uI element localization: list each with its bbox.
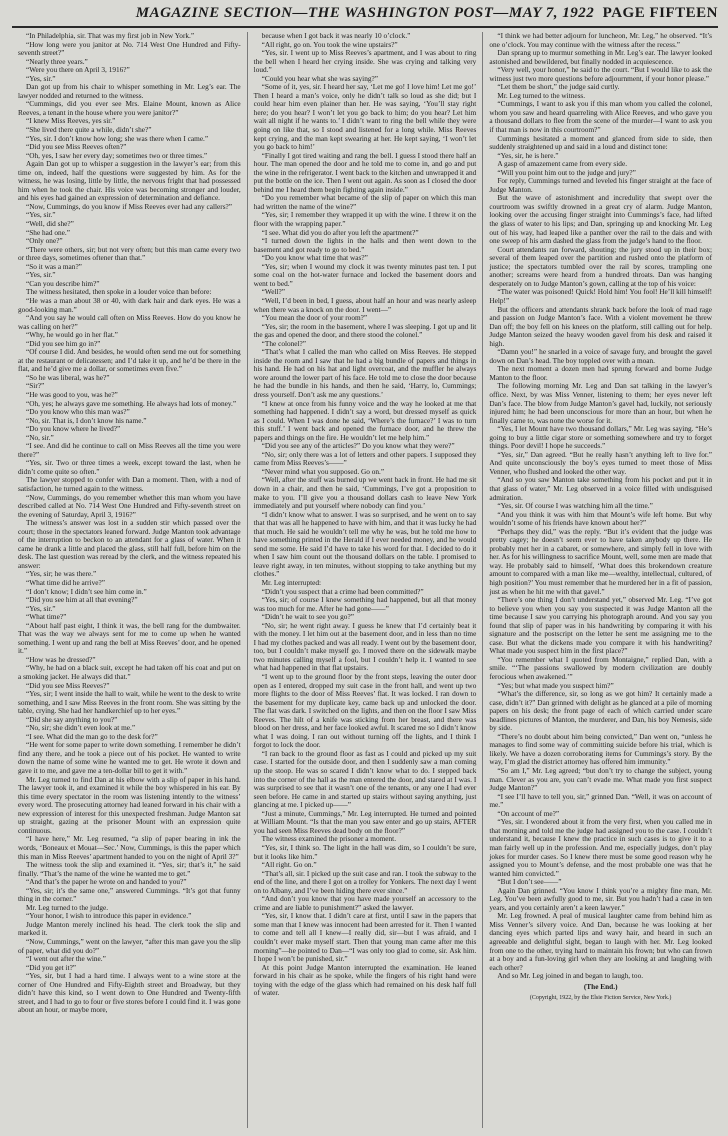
- paragraph: The witness hesitated, then spoke in a louder voice than before:: [26, 287, 212, 297]
- paragraph: “I see I’ll have to tell you, sir,” grinned Dan. “Well, it was on account of me.”: [489, 791, 713, 810]
- paragraph: “What time did he arrive?”: [26, 578, 106, 587]
- paragraph: “Now, Cummings, do you know if Miss Reeves ever had any callers?”: [26, 201, 233, 211]
- paragraph: “Only one?”: [26, 236, 63, 246]
- paragraph: “I knew at once from his funny voice and the way he looked at me that something had happened. I didn’t say a word, but dressed myself as quick as I could. When I was done he said, ‘Where’s the furnace?’ I was to turn this stuff.’ I went back and opened the furnace door, and he threw the papers and things on the fire. He wouldn’t let me help him.”: [253, 398, 477, 442]
- paragraph: “Could you hear what she was saying?”: [261, 73, 378, 83]
- paragraph: “Why, he had on a black suit, except he had taken off his coat and put on a smoking jacket. He always did that.”: [18, 663, 241, 682]
- paragraph: “He was good to you, was he?”: [26, 389, 118, 399]
- paragraph: Mr. Leg turned to find Dan at his elbow with a slip of paper in his hand. The lawyer took it, and examined it while the boy whispered in his ear. By this time every spectator in the room was listening intently to the witness’ every word. The prosecuting attorney had leaned forward in his chair with a new expression of interest for this unexpected freshman. Judge Manton sat up straight, gazing at the prisoner Mount with an expression quite continuous.: [18, 774, 241, 835]
- paragraph: Mr. Leg frowned. A peal of musical laughter came from behind him as Miss Venner’s silvery voice. And Dan, because he was looking at her dancing eyes which parted lips and wavy hair, and heard in such an agreeable and delightful sight, began to laugh with her. Mr. Leg looked from one to the other, trying hard to maintain his frown; but who can frown at a boy and a fun-loving girl when they are looking at and laughing with each other?: [489, 911, 713, 972]
- paragraph: “Nearly three years.”: [26, 56, 88, 66]
- paragraph: “She had one.”: [26, 227, 70, 237]
- paragraph: “Yes, I let Mount have two thousand dollars,” Mr. Leg was saying. “He’s going to buy a little cigar store or something somewhere and try to forget things. Poor devil! I hope he succeeds.”: [489, 424, 713, 451]
- paragraph: “Your honor, I wish to introduce this paper in evidence.”: [26, 911, 192, 921]
- paragraph: “I went up to the ground floor by the front steps, leaving the outer door open as I entered, dropped my suit case in the front hall, and went up two more flights to the door of Miss Reeves’ flat. It was locked. I ran down to the basement for my duplicate key, came back up and unlocked the door. The flat was dark. I switched on the lights, and then on the floor I saw Miss Reeves. The hilt of a knife was sticking from her breast, and there was blood on her dress, and her face looked awful. It scared me so I didn’t know what I was doing. I ran out without turning off the lights, and I think I forgot to lock the door.: [253, 672, 477, 750]
- paragraph: “Yes, sir. Two or three times a week, except toward the last, when he didn’t come quite so often.”: [18, 458, 241, 476]
- paragraph: “Yes, sir.”: [26, 210, 56, 220]
- paragraph: “Didn’t he wait to see you go?”: [261, 612, 354, 622]
- paragraph: “I think we had better adjourn for luncheon, Mr. Leg,” he observed. “It’s one o’clock. You may continue with the witness after the recess.”: [489, 32, 713, 49]
- paragraph: “He was a man about 38 or 40, with dark hair and dark eyes. He was a good-looking man.”: [18, 295, 241, 314]
- paragraph: Dan got up from his chair to whisper something in Mr. Leg’s ear. The lawyer nodded and returned to the witness.: [18, 82, 241, 100]
- paragraph: “How was he dressed?”: [26, 654, 96, 664]
- paragraph: And so Mr. Leg joined in and began to laugh, too.: [497, 971, 644, 981]
- paragraph: “There were others, sir; but not very often; but this man came every two or three days, sometimes oftener than that.”: [18, 244, 241, 263]
- paragraph: “Well, did she?”: [26, 219, 74, 229]
- paragraph: “Yes, sir, I know that. I didn’t care at first, until I saw in the papers that some man that I knew was innocent had been arrested for it. Then I wanted to come and tell all I knew—I really did, sir—but I was afraid, and I couldn’t ever make myself start. Then that young man came after me this morning”—he pointed to Dan—“I was only too glad to come, sir. Ask him. I hope I won’t be punished, sir.”: [253, 911, 477, 964]
- paragraph: “I see. And did he continue to call on Miss Reeves all the time you were there?”: [18, 441, 241, 459]
- paragraph: “She lived there quite a while, didn’t she?”: [26, 125, 152, 135]
- paragraph: “Damn you!” he snarled in a voice of savage fury, and brought the gavel down on Dan’s head. The boy toppled over with a moan.: [489, 347, 713, 365]
- paragraph: “All right. Go on.”: [261, 860, 317, 870]
- paragraph: “And don’t you know that you have made yourself an accessory to the crime and are liable to punishment?” asked the lawyer.: [253, 894, 477, 912]
- paragraph: The lawyer stopped to confer with Dan a moment. Then, with a nod of satisfaction, he turned again to the witness.: [18, 475, 241, 493]
- paragraph: “Some of it, yes, sir. I heard her say, ‘Let me go! I love him! Let me go!’ Then I heard a man’s voice, only he didn’t talk so loud as she did; but I could hear him even plainer than her. He was saying, ‘You’ll stay right here; do you hear? I won’t let you go back to him; do you hear? Let him wait all night if he wants to.’ I didn’t want to ring the bell while they were going on like that, so I stood and listened for a long while. Miss Reeves kept crying, and the man kept swearing at her. He kept saying, ‘I won’t let you go back to him!’: [253, 82, 477, 152]
- paragraph: “I have here,” Mr. Leg resumed, “a slip of paper bearing in ink the words, ‘Boneaux et Mouat—Sec.’ Now, Cummings, is this the paper which this man in Miss Reeves’ apartment handed to you on the night of April 3?”: [18, 834, 241, 861]
- end-marker: (The End.): [583, 981, 618, 991]
- paragraph: “I turned down the lights in the halls and then went down to the basement and got ready to go to bed.”: [253, 236, 477, 254]
- paragraph: “What’s the difference, sir, so long as we got him? It certainly made a case, didn’t it?” Dan grinned with delight as he glanced at a pile of morning papers on his desk; the front page of each of which carried under scare headlines pictures of Manton, the murderer, and Dan, his boy Nemesis, side by side.: [489, 689, 713, 733]
- paragraph: But the officers and attendants shrank back before the look of mad rage and passion on Judge Manton’s face. With a violent movement he threw Dan off; the boy fell on his knees on the platform, still calling out for help. Judge Manton seized the heavy wooden gavel from his desk and raised it high.: [489, 304, 713, 348]
- article-columns: [12, 32, 718, 1128]
- paragraph: “Let them be short,” the judge said curtly.: [497, 82, 620, 92]
- paragraph: “Why, he would go in her flat.”: [26, 330, 118, 340]
- paragraph: “On account of me?”: [497, 808, 560, 818]
- paragraph: Mr. Leg turned to the judge.: [26, 902, 109, 912]
- paragraph: “No, sir; he went right away. I guess he knew that I’d certainly beat it with the money. I let him out at the basement door, and in less than no time I had my clothes packed and was all ready. I went out by the basement door, too, but I couldn’t make myself go. I moved there on the sidewalk maybe two minutes calling myself a fool, but I couldn’t help it. I wanted to see what had happened in that flat upstairs.: [253, 620, 477, 673]
- paragraph: Cummings hesitated a moment and glanced from side to side, then suddenly straightened up and said in a loud and distinct tone:: [489, 133, 713, 152]
- paragraph: The witness examined the prisoner a moment.: [261, 834, 397, 844]
- paragraph: “I didn’t know what to answer. I was so surprised, and he went on to say that that was all he happened to have with him, and that it was lucky he had that much. He said he wouldn’t tell me why he was, but he told me how to have something printed in the Herald if I ever needed money, and he would send me some. He said I’d have to take his word for that. I decided to do it when I saw him count out the thousand dollars on the table. I promised to leave right away, in ten minutes, without stopping to take anything but my clothes.”: [253, 509, 477, 579]
- paragraph: “Do you know who this man was?”: [26, 407, 130, 417]
- paragraph: “And you say he would call often on Miss Reeves. How do you know he was calling on her?”: [18, 313, 241, 331]
- paragraph: “Yes, sir; the room in the basement, where I was sleeping. I got up and lit the gas and opened the door, and there stood the colonel.”: [253, 321, 477, 340]
- paragraph: “Didn’t you suspect that a crime had been committed?”: [261, 586, 424, 596]
- paragraph: “About half past eight, I think it was, the bell rang for the dumbwaiter. That was the way we always sent for me to come up when he wanted something. I went up and rang the bell at Miss Reeves’ door, and he opened it.”: [18, 620, 241, 656]
- paragraph: “Yes, sir, I think so. The light in the hall was dim, so I couldn’t be sure, but it looks like him.”: [253, 842, 477, 861]
- paragraph: Again Dan got up to whisper a suggestion in the lawyer’s ear; from this time on, indeed, half the questions were suggested by him. As for the witness, he was losing, little by little, the nervous fright that had possessed him when he took the chair. His voice was becoming stronger and louder, and his eyes had gained an expression of determination and defiance.: [18, 159, 241, 203]
- paragraph: “Yes, sir; it’s the same one,” answered Cummings. “It’s got that funny thing in the corner.”: [18, 885, 241, 904]
- paragraph: “The water was poisoned! Quick! Hold him! You fool! He’ll kill himself! Help!”: [489, 287, 713, 305]
- paragraph: “Did you see Miss Reeves?”: [26, 680, 110, 690]
- paragraph: “Yes, sir.”: [26, 73, 56, 83]
- paragraph: “In Philadelphia, sir. That was my first job in New York.”: [26, 32, 195, 40]
- paragraph: “So am I,” Mr. Leg agreed; “but don’t try to change the subject, young man. Clever as you are, you can’t evade me. What made you first suspect Judge Manton?”: [489, 766, 713, 793]
- paragraph: “Yes, sir, but I had a hard time. I always went to a wine store at the corner of One Hundred and Fifty-Eighth street and Broadway, but they didn’t have this kind, so I went down to One Hundred and Twenty-fifth street, and I had to go to four or five stores before I could find it. I was gone about an hour, or maybe more,: [18, 971, 241, 1015]
- paragraph: “I see. What did the man go to the desk for?”: [26, 731, 158, 741]
- paragraph: “Yes, sir, he is here.”: [497, 150, 559, 160]
- paragraph: “Just a minute, Cummings,” Mr. Leg interrupted. He turned and pointed at William Mount. “Is that the man you saw enter and go up stairs, AFTER you had seen Miss Reeves dead body on the floor?”: [253, 808, 477, 835]
- paragraph: Mr. Leg turned to the witness.: [497, 90, 586, 100]
- paragraph: “Cummings, did you ever see Mrs. Elaine Mount, known as Alice Reeves, a tenant in the house where you were janitor?”: [18, 99, 241, 117]
- paragraph: “Did you see him go in?”: [26, 338, 101, 348]
- paragraph: “Did you get it?”: [26, 962, 77, 972]
- paragraph: “Yes, sir. I wondered about it from the very first, when you called me in that morning and told me the judge had assigned you to the case. I couldn’t understand it, because I knew the practice in such cases is to give it to a man fairly well up in the profession. And me, especially judges, don’t play jokes for murder cases. So I knew there must be some good reason why he assigned you to Mount’s defense, and the most probable one was that he wanted him convicted.”: [489, 817, 713, 878]
- paragraph: “So he was liberal, was he?”: [26, 372, 110, 382]
- paragraph: “Did you see him at all that evening?”: [26, 595, 138, 605]
- paragraph: “Cummings, I want to ask you if this man whom you called the colonel, whom you saw and heard quarreling with Alice Reeves, and who gave you a thousand dollars to flee from the scene of the murder—I want to ask you if that man is now in this courtroom?”: [489, 99, 713, 135]
- paragraph: For reply, Cummings turned and leveled his finger straight at the face of Judge Manton.: [489, 176, 713, 194]
- paragraph: “Do you remember what became of the slip of paper on which this man had written the name of the wine?”: [253, 193, 477, 211]
- copyright-line: (Copyright, 1922, by the Elsie Fiction Service, New York.): [529, 995, 672, 1002]
- paragraph: “And that’s the paper he wrote on and handed to you?”: [26, 877, 187, 887]
- paragraph: “I went out after the wine.”: [26, 954, 106, 964]
- paragraph: The witness took the slip and examined it. “Yes, sir; that’s it,” he said finally. “That’s the name of the wine he wanted me to get.”: [18, 860, 241, 878]
- paragraph: “Were you there on April 3, 1916?”: [26, 65, 130, 75]
- paragraph: “So it was a man?”: [26, 261, 82, 271]
- paragraph: “The colonel?”: [261, 338, 307, 348]
- paragraph: “Can you describe him?”: [26, 278, 100, 288]
- paragraph: Again Dan grinned. “You know I think you’re a mighty fine man, Mr. Leg. You’ve been awfully good to me, sir. But you hadn’t had a case in ten years, and you certainly aren’t a keen lawyer.”: [489, 885, 713, 912]
- page-header: [12, 4, 718, 28]
- paragraph: “Yes, sir; when I wound my clock it was twenty minutes past ten. I put some coal on the hot-water furnace and locked the basement doors and went to bed.”: [253, 261, 477, 288]
- paragraph: “Yes, sir; I remember they wrapped it up with the wine. I threw it on the floor with the wrapping paper.”: [253, 210, 477, 229]
- paragraph: “Oh, yes; he always gave me something. He always had lots of money.”: [26, 398, 237, 408]
- paragraph: “You mean the door of your room?”: [261, 313, 368, 323]
- paragraph: “What time?”: [26, 612, 67, 622]
- paragraph: “That’s all, sir. I picked up the suit case and ran. I took the subway to the end of the line, and there I got on a trolley for Yonkers. The next day I went on to Albany, and I’ve been hiding there ever since.”: [253, 868, 477, 895]
- paragraph: “There’s no doubt about him being convicted,” Dan went on, “unless he manages to find some way of committing suicide before his trial, which is likely. We have a dozen corroborating items for Cummings’s story. By the way, I’m glad the district attorney has offered him immunity.”: [489, 731, 713, 767]
- paragraph: “I knew Miss Reeves, yes sir.”: [26, 116, 116, 126]
- paragraph: “Of course I did. And besides, he would often send me out for something at the restaurant or delicatessen; and I’d take it up, and he’d be there in the flat, and he’d give me a dollar, or sometimes even five.”: [18, 347, 241, 374]
- paragraph: “Did you see any of the articles?” Do you know what they were?”: [261, 441, 455, 451]
- paragraph: “No, sir.”: [26, 432, 54, 442]
- paragraph: “No, sir; only there was a lot of letters and other papers. I supposed they came from Miss Reeves’s——”: [253, 449, 477, 468]
- paragraph: “Never mind what you supposed. Go on.”: [261, 466, 385, 476]
- paragraph: “That’s what I called the man who called on Miss Reeves. He stepped inside the room and I saw that he had a big bundle of papers and things in his hand. He had on his hat and light overcoat, and the muffler he always wore around the lower part of his face. He told me to close the door because he had the bundle in his hands, and then he said, ‘Harry, lo, Cummings; dress yourself. Don’t ask me any questions.’: [253, 347, 477, 399]
- paragraph: “Did you see Miss Reeves often?”: [26, 142, 127, 152]
- article-column-3: [483, 32, 718, 1128]
- paragraph: “I ran back to the ground floor as fast as I could and picked up my suit case. I started for the outside door, and then I suddenly saw a man coming up the stoop. He was so scared I didn’t know what to do. I stepped back into the corner of the hall as the man entered the door, and stared at I was. I was surprised to see that it wasn’t one of the tenants, or any one I had ever seen before. He came in and started up stairs without saying anything, just glancing at me. I picked up——”: [253, 748, 477, 810]
- paragraph: “Yes, sir.”: [26, 603, 56, 613]
- paragraph: The next moment a dozen men had sprung forward and borne Judge Manton to the floor.: [489, 364, 713, 382]
- paragraph: “I don’t know; I didn’t see him come in.”: [26, 586, 147, 596]
- header-page-number: PAGE FIFTEEN: [602, 5, 718, 21]
- paragraph: “Well, after the stuff was burned up we went back in front. He had me sit down in a chair, and then he said, ‘Cummings, I’ve got a proposition to make to you. I’ll give you a thousand dollars cash to leave New York immediately and put yourself where nobody can find you.’: [253, 475, 477, 511]
- paragraph: “Perhaps they did,” was the reply. “But it’s evident that the judge was pretty cagey; he doesn’t seem ever to have taken anybody up there. He probably met her in a cabaret, or somewhere, and simply fell in love with her. As for his willingness to sacrifice Mount, well, some men are made that way. He probably said to himself, ‘What does this brokendown creature amount to compared with a man like me—wealthy, intellectual, cultured, of high position?’ You must remember that he murdered her in a fit of passion, just as when he hit me with that gavel.”: [489, 526, 713, 596]
- paragraph: “He went for some paper to write down something. I remember he didn’t find any there, and he took a piece out of his pocket. He wanted to write down the name of some wine he wanted me to get. He wrote it down and gave it to me, and gave me a ten-dollar bill to get it with.”: [18, 740, 241, 776]
- article-column-1: [12, 32, 248, 1128]
- paragraph: Mr. Leg interrupted:: [261, 578, 322, 587]
- paragraph: “I see. What did you do after you left the apartment?”: [261, 227, 419, 237]
- paragraph: “Yes, sir.”: [26, 270, 56, 280]
- paragraph: “Will you point him out to the judge and jury?”: [497, 167, 636, 177]
- paragraph: “Oh, yes, I saw her every day; sometimes two or three times.”: [26, 150, 208, 160]
- paragraph: “Finally I got tired waiting and rang the bell. I guess I stood there half an hour. The man opened the door and he told me to come in, and go and put the wine in the refrigerator. I went back to the kitchen and unwrapped it and put the bottle on the ice. Then I went out again. As soon as I closed the door behind me I heard them begin fighting again inside.”: [253, 150, 477, 194]
- paragraph: because when I got back it was nearly 10 o’clock.”: [261, 32, 411, 40]
- paragraph: “Do you know where he lived?”: [26, 424, 121, 434]
- paragraph: “Sir?”: [26, 381, 45, 391]
- paragraph: “And so you saw Manton take something from his pocket and put it in that glass of water,” Mr. Leg observed in a voice filled with undisguised admiration.: [489, 475, 713, 502]
- paragraph: “Yes, sir,” Dan agreed. “But he really hasn’t anything left to live for.” And quite unconsciously the boy’s eyes turned to meet those of Miss Venner, who flushed and looked the other way.: [489, 449, 713, 476]
- paragraph: “Yes, sir; I went inside the hall to wait, while he went to the desk to write something, and I saw Miss Reeves in the front room. She was sitting by the table, crying. She had her handkerchief up to her eyes.”: [18, 689, 241, 716]
- paragraph: “Well, I’d been in bed, I guess, about half an hour and was nearly asleep when there was a knock on the door. I went—”: [253, 295, 477, 314]
- article-column-2: [248, 32, 484, 1128]
- header-title: MAGAZINE SECTION—THE WASHINGTON POST—MAY 7, 1922: [135, 5, 595, 21]
- paragraph: “You remember what I quoted from Montaigne,” replied Dan, with a smile. “‘The passions swallowed by modern civilization are doubly ferocious when awakened.’”: [489, 654, 713, 682]
- paragraph: Dan sprang up to murmur something in Mr. Leg’s ear. The lawyer looked astonished and bewildered, but finally nodded in acquiescence.: [489, 48, 713, 66]
- paragraph: A gasp of amazement came from every side.: [497, 159, 628, 169]
- paragraph: Court attendants ran forward, shouting; the jury stood up in their box; several of them leaped over the partition and rushed onto the platform of justice; the spectators tumbled over the rail by scores, trampling one another; screams were heard from a hundred throats. Dan was hanging desperately on to Judge Manton’s gown, calling at the top of his voice:: [489, 244, 713, 288]
- paragraph: The witness’s answer was lost in a sudden stir which passed over the court; those in the spectators leaned forward. Judge Manton took advantage of the interruption to beckon to an attendant for a glass of water. When it came he drank a little and placed the glass, still half full, before him on the desk. The last question was reread by the clerk, and the witness repeated his answer:: [18, 518, 241, 570]
- paragraph: “Yes, sir; he was there.”: [26, 569, 97, 579]
- paragraph: At this point Judge Manton interrupted the examination. He leaned forward in his chair as he spoke, while the fingers of his right hand were toying with the edge of the glass which had remained on his desk half full of water.: [253, 962, 477, 998]
- paragraph: “Yes; but what made you suspect him?”: [497, 680, 614, 690]
- paragraph: Judge Manton merely inclined his head. The clerk took the slip and marked it.: [18, 919, 241, 938]
- paragraph: “Yes, sir; of course I knew something had happened, but all that money was too much for me. After he had gone——”: [253, 595, 477, 613]
- paragraph: “Yes, sir. I don’t know how long; she was there when I came.”: [26, 133, 209, 143]
- paragraph: “But I don’t see——”: [497, 877, 562, 887]
- paragraph: “Very well, your honor,” he said to the court. “But I would like to ask the witness just two more questions before adjournment, if your honor please.”: [489, 65, 713, 83]
- paragraph: “How long were you janitor at No. 714 West One Hundred and Fifty-seventh street?”: [18, 39, 241, 58]
- paragraph: “And you think it was with him that Mount’s wife left home. But why wouldn’t some of his friends have known about her?”: [489, 509, 713, 528]
- paragraph: The following morning Mr. Leg and Dan sat talking in the lawyer’s office. Next, by was Miss Venner, listening to them; her eyes never left Dan’s face. The blow from Judge Manton’s gavel had, luckily, not seriously injured him; he had been unconscious for more than an hour, but when he finally came to, was none the worse for it.: [489, 381, 713, 425]
- paragraph: “There’s one thing I don’t understand yet,” observed Mr. Leg. “I’ve got to believe you when you say you suspected it was Judge Manton all the time because I saw you carrying his photograph around. And you say you found that slip of paper was in his handwriting by comparing it with his signature and the postscript on the letter he sent me assigning me to the case. But what the dickens made you compare it with his handwriting? What made you suspect him in the first place?”: [489, 595, 713, 656]
- paragraph: “No, sir. That is, I don’t know his name.”: [26, 415, 147, 425]
- paragraph: “Now, Cummings,” went on the lawyer, “after this man gave you the slip of paper, what did you do?”: [18, 936, 241, 955]
- paragraph: “Did she say anything to you?”: [26, 714, 118, 724]
- paragraph: “Yes, sir. I went up to Miss Reeves’s apartment, and I was about to ring the bell when I heard her crying inside. She was crying and talking very loud.”: [253, 48, 477, 75]
- paragraph: “Well?”: [261, 287, 285, 297]
- paragraph: “Now, Cummings, do you remember whether this man whom you have described called at No. 714 West One Hundred and Fifty-seventh street on the evening of Saturday, April 3, 1916?”: [18, 492, 241, 519]
- paragraph: But the wave of astonishment and incredulity that swept over the courtroom was swiftly drowned in a great cry of alarm. Judge Manton, looking over the accusing finger straight into Cummings’s face, had lifted the glass of water to his lips; and Dan, springing up and knocking Mr. Leg out of his way, had leaped like a panther over the rail to the dais and with one sweep of his arm dashed the glass from the judge’s hand to the floor.: [489, 193, 713, 246]
- paragraph: “Yes, sir. Of course I was watching him all the time.”: [497, 501, 653, 511]
- paragraph: “All right, go on. You took the wine upstairs?”: [261, 39, 398, 49]
- paragraph: “Do you know what time that was?”: [261, 253, 368, 263]
- paragraph: “No, sir; she didn’t even look at me.”: [26, 723, 136, 733]
